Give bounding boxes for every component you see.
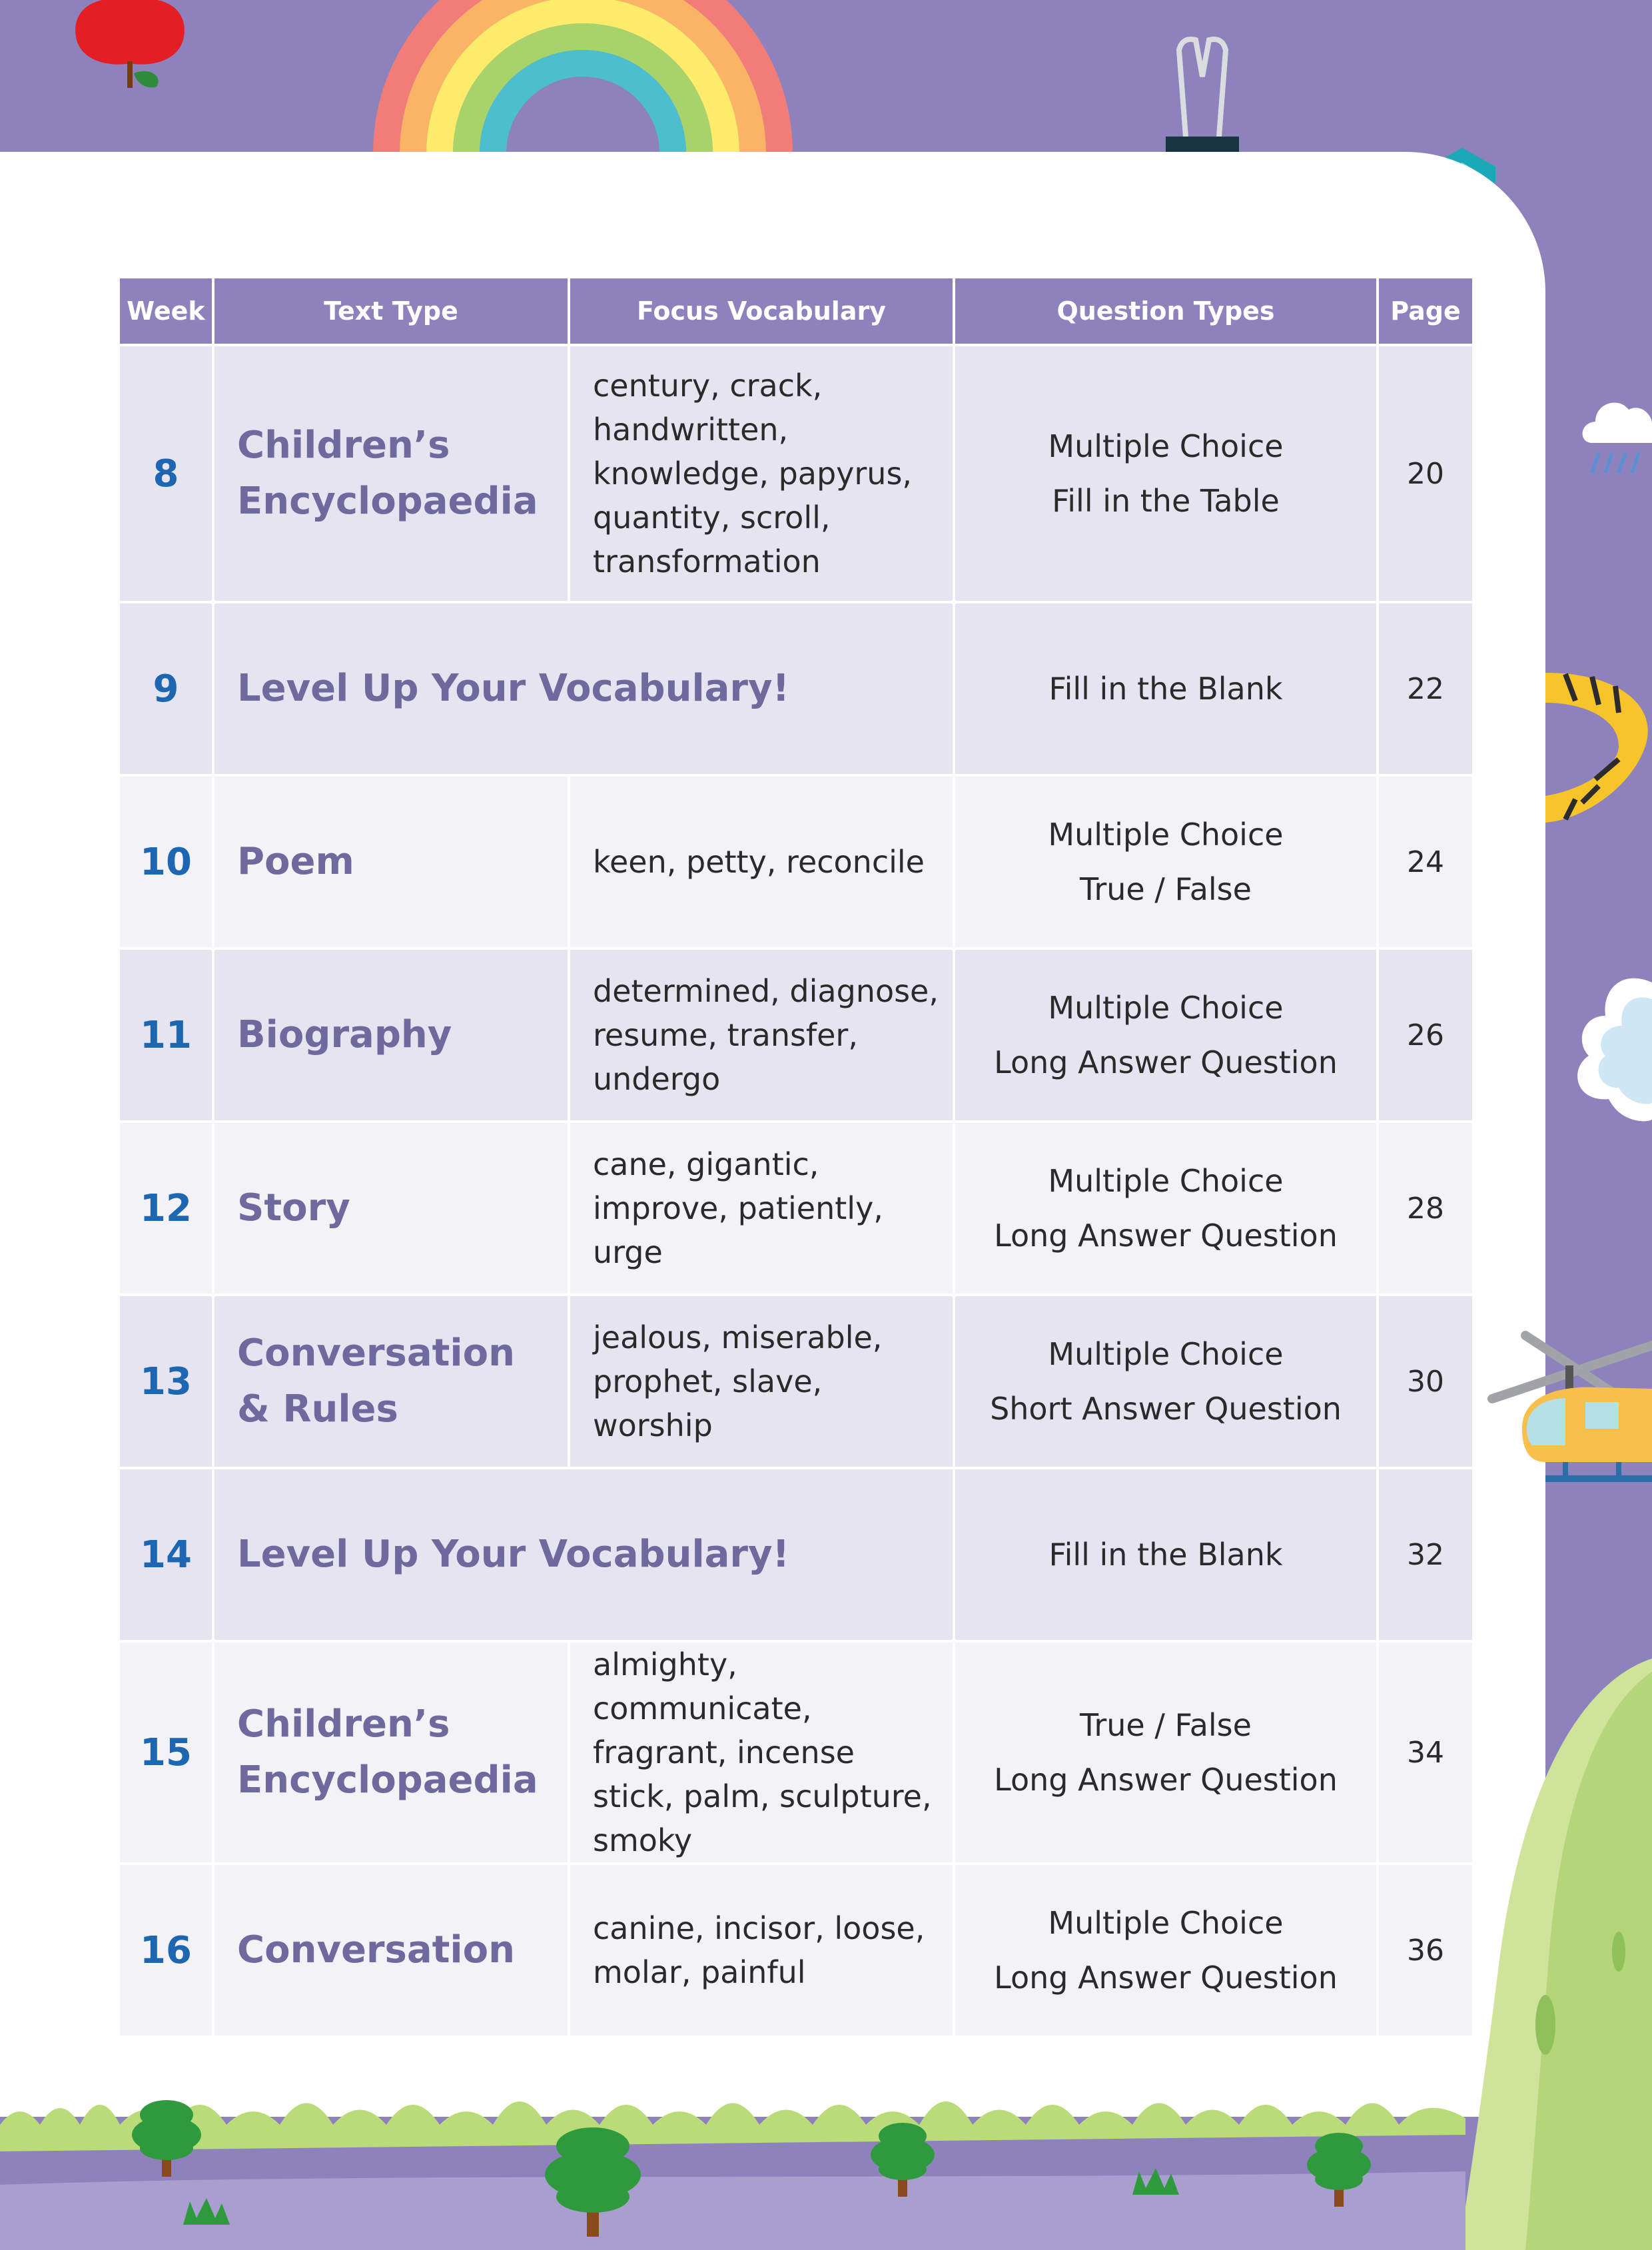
question-type: Fill in the Blank bbox=[1048, 1537, 1283, 1573]
week-number: 15 bbox=[120, 1643, 212, 1862]
focus-vocabulary: canine, incisor, loose, molar, painful bbox=[570, 1865, 953, 2036]
question-type: Multiple Choice bbox=[1048, 990, 1284, 1026]
text-type: Children’s Encyclopaedia bbox=[214, 1643, 568, 1862]
week-number: 9 bbox=[120, 603, 212, 774]
hill-icon bbox=[1459, 1659, 1652, 2250]
text-type: Poem bbox=[214, 777, 568, 947]
focus-vocabulary: almighty, communicate, fragrant, incense stick, palm, sculpture, smoky bbox=[570, 1643, 953, 1862]
table-row bbox=[120, 950, 1472, 1120]
page-number: 32 bbox=[1379, 1469, 1472, 1640]
page-number: 22 bbox=[1379, 603, 1472, 774]
question-types bbox=[955, 1469, 1376, 1640]
question-type: Multiple Choice bbox=[1048, 817, 1284, 853]
apple-icon bbox=[70, 0, 190, 93]
week-number: 11 bbox=[120, 950, 212, 1120]
question-type: Long Answer Question bbox=[994, 1762, 1338, 1798]
helicopter-icon bbox=[1485, 1329, 1652, 1502]
question-type: Fill in the Blank bbox=[1048, 671, 1283, 707]
table-row bbox=[120, 1296, 1472, 1467]
page-number: 20 bbox=[1379, 346, 1472, 601]
question-types bbox=[955, 1123, 1376, 1294]
page-number: 34 bbox=[1379, 1643, 1472, 1862]
text-type: Conversation bbox=[214, 1865, 568, 2036]
focus-vocabulary: keen, petty, reconcile bbox=[570, 777, 953, 947]
question-type: Short Answer Question bbox=[990, 1391, 1342, 1427]
header-row bbox=[120, 278, 1472, 344]
page-number: 24 bbox=[1379, 777, 1472, 947]
question-type: Long Answer Question bbox=[994, 1044, 1338, 1080]
question-type: Long Answer Question bbox=[994, 1218, 1338, 1254]
text-type: Level Up Your Vocabulary! bbox=[214, 1469, 953, 1640]
tree-icon bbox=[1306, 2131, 1372, 2208]
tree-icon bbox=[543, 2125, 643, 2238]
grass-tuft-icon bbox=[1132, 2168, 1179, 2195]
week-number: 12 bbox=[120, 1123, 212, 1294]
question-type: Fill in the Table bbox=[1052, 483, 1280, 519]
tree-icon bbox=[869, 2121, 936, 2198]
week-number: 10 bbox=[120, 777, 212, 947]
header-week: Week bbox=[120, 278, 212, 344]
question-types bbox=[955, 346, 1376, 601]
header-question-types: Question Types bbox=[955, 278, 1376, 344]
question-type: Long Answer Question bbox=[994, 1960, 1338, 1996]
text-type: Children’s Encyclopaedia bbox=[214, 346, 568, 601]
rain-cloud-icon bbox=[1579, 376, 1652, 483]
page-number: 26 bbox=[1379, 950, 1472, 1120]
rainbow-icon bbox=[373, 0, 793, 153]
grass-tuft-icon bbox=[183, 2198, 230, 2225]
question-types bbox=[955, 603, 1376, 774]
text-type: Level Up Your Vocabulary! bbox=[214, 603, 953, 774]
question-type: Multiple Choice bbox=[1048, 428, 1284, 464]
question-type: Multiple Choice bbox=[1048, 1163, 1284, 1199]
focus-vocabulary: determined, diagnose, resume, transfer, undergo bbox=[570, 950, 953, 1120]
page-number: 36 bbox=[1379, 1865, 1472, 2036]
table-row bbox=[120, 346, 1472, 601]
table-row bbox=[120, 1865, 1472, 2036]
tree-icon bbox=[130, 2098, 203, 2178]
table-row bbox=[120, 777, 1472, 947]
table-row bbox=[120, 1643, 1472, 1862]
header-focus-vocabulary: Focus Vocabulary bbox=[570, 278, 953, 344]
text-type: Story bbox=[214, 1123, 568, 1294]
question-types bbox=[955, 1865, 1376, 2036]
question-types bbox=[955, 1296, 1376, 1467]
page-number: 30 bbox=[1379, 1296, 1472, 1467]
week-number: 16 bbox=[120, 1865, 212, 2036]
question-type: Multiple Choice bbox=[1048, 1336, 1284, 1372]
header-text-type: Text Type bbox=[214, 278, 568, 344]
week-number: 13 bbox=[120, 1296, 212, 1467]
question-types bbox=[955, 1643, 1376, 1862]
week-number: 8 bbox=[120, 346, 212, 601]
table-row bbox=[120, 1123, 1472, 1294]
focus-vocabulary: jealous, miserable, prophet, slave, worship bbox=[570, 1296, 953, 1467]
focus-vocabulary: century, crack, handwritten, knowledge, papyrus, quantity, scroll, transformation bbox=[570, 346, 953, 601]
question-type: True / False bbox=[1080, 871, 1252, 907]
question-type: True / False bbox=[1080, 1707, 1252, 1743]
text-type: Biography bbox=[214, 950, 568, 1120]
table-row bbox=[120, 1469, 1472, 1640]
question-types bbox=[955, 950, 1376, 1120]
schedule-table bbox=[117, 276, 1475, 2038]
question-types bbox=[955, 777, 1376, 947]
cloud-icon bbox=[1569, 969, 1652, 1129]
table-row bbox=[120, 603, 1472, 774]
text-type: Conversation & Rules bbox=[214, 1296, 568, 1467]
focus-vocabulary: cane, gigantic, improve, patiently, urge bbox=[570, 1123, 953, 1294]
question-type: Multiple Choice bbox=[1048, 1905, 1284, 1941]
week-number: 14 bbox=[120, 1469, 212, 1640]
tiger-tail-icon bbox=[1545, 666, 1652, 833]
header-page: Page bbox=[1379, 278, 1472, 344]
page-number: 28 bbox=[1379, 1123, 1472, 1294]
